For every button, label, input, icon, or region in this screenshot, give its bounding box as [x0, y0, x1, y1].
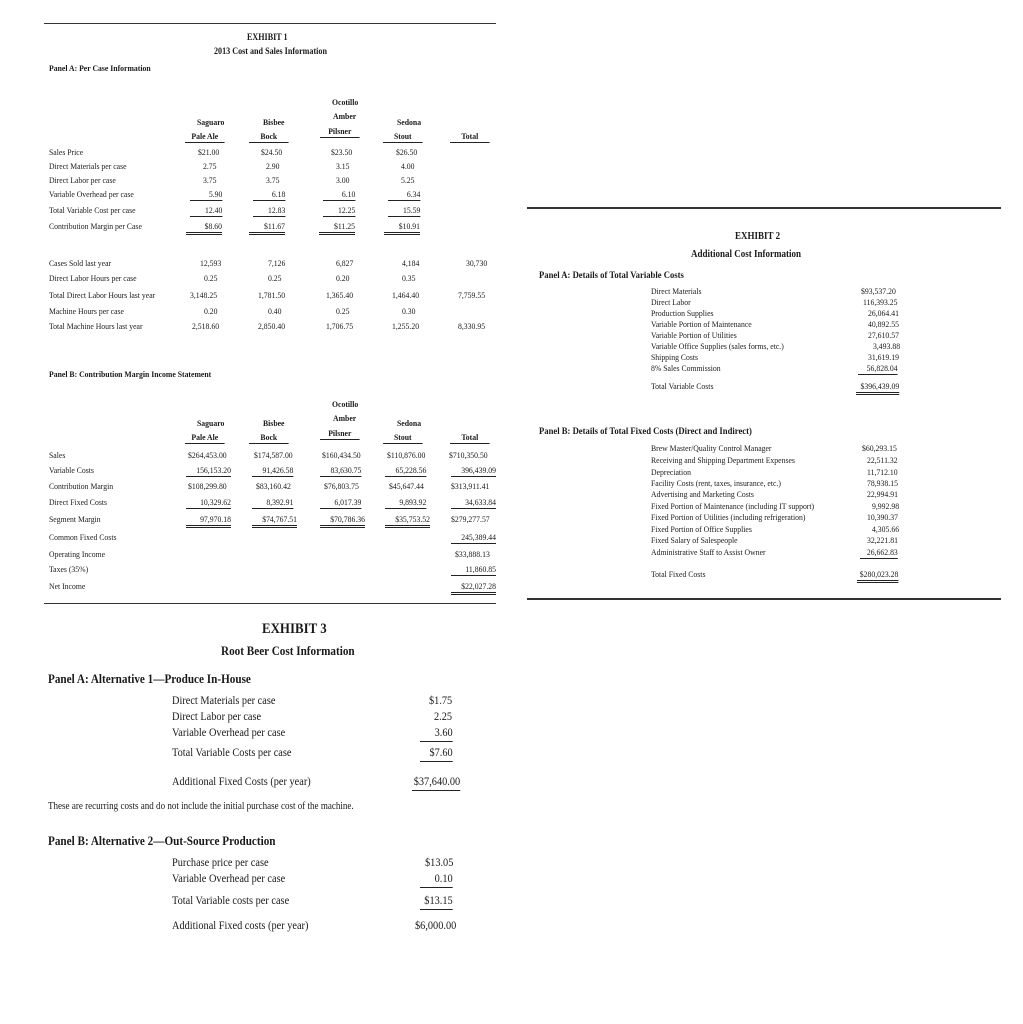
- cell: 3.75: [266, 175, 280, 185]
- row-label: Cases Sold last year: [49, 258, 112, 268]
- col-header-bock: Bock: [249, 432, 289, 444]
- list-item-label: Direct Labor per case: [172, 709, 262, 723]
- cell: 30,730: [466, 258, 488, 268]
- row-label: Total Variable Cost per case: [49, 205, 136, 215]
- cell: $45,647.44: [389, 481, 424, 491]
- row-label: Direct Labor per case: [49, 175, 116, 185]
- row-label: Direct Labor Hours per case: [49, 273, 137, 283]
- col-header-sedona: Sedona: [397, 418, 422, 428]
- cell: 0.20: [336, 273, 350, 283]
- cell: 2,518.60: [192, 321, 220, 331]
- row-label: Direct Materials per case: [49, 161, 127, 171]
- cell: 12.83: [253, 205, 285, 217]
- row-label: Sales Price: [49, 147, 84, 157]
- total-value: $13.15: [420, 893, 453, 910]
- total-value: $396,439.09: [856, 381, 899, 395]
- col-header-stout: Stout: [383, 432, 423, 444]
- cell: 97,970.18: [186, 514, 231, 528]
- col-header-sedona: Sedona: [397, 117, 422, 127]
- exhibit2-panelB-title: Panel B: Details of Total Fixed Costs (Direct and Indirect): [539, 426, 752, 437]
- col-header-bisbee: Bisbee: [263, 418, 285, 428]
- list-item-value: $60,293.15: [862, 443, 897, 453]
- fixed-label: Additional Fixed Costs (per year): [172, 774, 311, 788]
- list-item-label: Depreciation: [651, 467, 691, 477]
- list-item-label: Variable Overhead per case: [172, 871, 286, 885]
- cell: $710,350.50: [449, 450, 488, 460]
- exhibit1-panelA-title: Panel A: Per Case Information: [49, 63, 151, 73]
- cell: 6,017.39: [320, 497, 361, 509]
- row-label: Common Fixed Costs: [49, 532, 117, 542]
- cell: 8,392.91: [252, 497, 293, 509]
- exhibit2-top-rule: [527, 207, 1001, 209]
- list-item-value: 116,393.25: [863, 297, 898, 307]
- col-header-pilsner: Pilsner: [320, 126, 360, 138]
- cell: $313,911.41: [451, 481, 490, 491]
- cell: 1,255.20: [392, 321, 420, 331]
- cell: 0.25: [268, 273, 282, 283]
- cell: 6,827: [336, 258, 354, 268]
- cell: 12,593: [200, 258, 222, 268]
- cell: 15.59: [388, 205, 420, 217]
- list-item-value: 26,064.41: [868, 308, 899, 318]
- col-header-amber: Amber: [333, 111, 357, 121]
- row-label: Variable Overhead per case: [49, 189, 134, 199]
- exhibit3-title: EXHIBIT 3: [262, 621, 327, 637]
- list-item-value: 3.60: [420, 725, 453, 742]
- cell: $264,453.00: [188, 450, 227, 460]
- cell: 0.30: [402, 306, 416, 316]
- list-item-label: Production Supplies: [651, 308, 714, 318]
- row-label: Taxes (35%): [49, 564, 89, 574]
- list-item-value: 78,938.15: [867, 478, 898, 488]
- list-item-value: $93,537.20: [861, 286, 896, 296]
- exhibit1-top-rule: [44, 23, 496, 24]
- row-label: Variable Costs: [49, 465, 94, 475]
- total-value: $7.60: [420, 745, 453, 762]
- list-item-label: Fixed Salary of Salespeople: [651, 535, 738, 545]
- list-item-label: Administrative Staff to Assist Owner: [651, 547, 766, 557]
- col-header-amber: Amber: [333, 413, 357, 423]
- cell: $26.50: [396, 147, 418, 157]
- row-label: Direct Fixed Costs: [49, 497, 108, 507]
- exhibit3-panelA-title: Panel A: Alternative 1—Produce In-House: [48, 671, 251, 686]
- cell: 3.75: [203, 175, 217, 185]
- fixed-label: Additional Fixed costs (per year): [172, 918, 309, 932]
- list-item-label: Fixed Portion of Office Supplies: [651, 524, 752, 534]
- list-item-value: 27,610.57: [868, 330, 899, 340]
- cell: 245,389.44: [451, 532, 496, 544]
- cell: 9,893.92: [385, 497, 426, 509]
- row-label: Segment Margin: [49, 514, 101, 524]
- cell: 5.90: [190, 189, 222, 201]
- cell: 7,759.55: [458, 290, 486, 300]
- list-item-value: 11,712.10: [867, 467, 898, 477]
- list-item-value: 26,662.83: [860, 547, 898, 559]
- cell: 3.15: [336, 161, 350, 171]
- list-item-label: Variable Overhead per case: [172, 725, 286, 739]
- exhibit3-subtitle: Root Beer Cost Information: [221, 643, 355, 658]
- cell: $10.91: [384, 221, 420, 235]
- cell: 0.20: [204, 306, 218, 316]
- list-item-value: 22,994.91: [867, 489, 898, 499]
- total-value: $280,023.28: [857, 569, 898, 583]
- cell: $35,753.52: [385, 514, 430, 528]
- cell: $22,027.28: [451, 581, 496, 595]
- col-header-total: Total: [450, 432, 490, 444]
- cell: $11.25: [319, 221, 355, 235]
- cell: $160,434.50: [322, 450, 361, 460]
- list-item-value: 10,390.37: [867, 512, 898, 522]
- col-header-pilsner: Pilsner: [320, 428, 360, 440]
- list-item-value: $13.05: [425, 855, 454, 869]
- exhibit3-note: These are recurring costs and do not include the initial purchase cost of the machine.: [48, 801, 354, 812]
- row-label: Total Machine Hours last year: [49, 321, 143, 331]
- list-item-label: 8% Sales Commission: [651, 363, 721, 373]
- list-item-label: Direct Materials: [651, 286, 702, 296]
- exhibit1-panelB-title: Panel B: Contribution Margin Income Statement: [49, 369, 212, 379]
- list-item-label: Variable Portion of Maintenance: [651, 319, 752, 329]
- exhibit1-bottom-rule: [44, 603, 496, 604]
- cell: $23.50: [331, 147, 353, 157]
- exhibit2-bottom-rule: [527, 598, 1001, 600]
- total-label: Total Variable costs per case: [172, 893, 290, 907]
- cell: 7,126: [268, 258, 286, 268]
- cell: 3,148.25: [190, 290, 218, 300]
- cell: 1,464.40: [392, 290, 420, 300]
- list-item-value: 22,511.32: [867, 455, 898, 465]
- cell: 3.00: [336, 175, 350, 185]
- cell: 396,439.09: [451, 465, 496, 477]
- list-item-label: Receiving and Shipping Department Expenses: [651, 455, 795, 465]
- cell: 4,184: [402, 258, 420, 268]
- cell: $24.50: [261, 147, 283, 157]
- cell: $33,888.13: [455, 549, 490, 559]
- cell: 1,706.75: [326, 321, 354, 331]
- list-item-label: Fixed Portion of Utilities (including refrigeration): [651, 512, 806, 522]
- col-header-pale-ale: Pale Ale: [185, 131, 225, 143]
- col-header-bock: Bock: [249, 131, 289, 143]
- exhibit2-title: EXHIBIT 2: [735, 231, 781, 242]
- cell: 1,365.40: [326, 290, 354, 300]
- row-label: Machine Hours per case: [49, 306, 124, 316]
- exhibit2-subtitle: Additional Cost Information: [691, 249, 802, 260]
- cell: 12.25: [323, 205, 355, 217]
- col-header-pale-ale: Pale Ale: [185, 432, 225, 444]
- exhibit1-subtitle: 2013 Cost and Sales Information: [214, 46, 327, 56]
- list-item-label: Variable Portion of Utilities: [651, 330, 737, 340]
- list-item-value: 40,892.55: [868, 319, 899, 329]
- cell: 83,630.75: [320, 465, 361, 477]
- cell: 0.25: [204, 273, 218, 283]
- cell: $74,767.51: [252, 514, 297, 528]
- cell: 12.40: [190, 205, 222, 217]
- list-item-label: Purchase price per case: [172, 855, 269, 869]
- cell: $174,587.00: [254, 450, 293, 460]
- col-header-bisbee: Bisbee: [263, 117, 285, 127]
- cell: 2,850.40: [258, 321, 286, 331]
- cell: $21.00: [198, 147, 220, 157]
- total-label: Total Fixed Costs: [651, 569, 706, 579]
- cell: $110,876.00: [387, 450, 426, 460]
- row-label: Operating Income: [49, 549, 106, 559]
- list-item-value: 2.25: [434, 709, 453, 723]
- col-header-total: Total: [450, 131, 490, 143]
- list-item-label: Advertising and Marketing Costs: [651, 489, 754, 499]
- col-header-stout: Stout: [383, 131, 423, 143]
- cell: $83,160.42: [256, 481, 291, 491]
- cell: 2.90: [266, 161, 280, 171]
- cell: $108,299.80: [188, 481, 227, 491]
- list-item-label: Variable Office Supplies (sales forms, etc.): [651, 341, 784, 351]
- list-item-value: $1.75: [429, 693, 453, 707]
- exhibit1-title: EXHIBIT 1: [247, 32, 288, 42]
- cell: $11.67: [249, 221, 285, 235]
- list-item-label: Shipping Costs: [651, 352, 699, 362]
- cell: 0.40: [268, 306, 282, 316]
- cell: 34,633.84: [451, 497, 496, 509]
- exhibit3-panelB-title: Panel B: Alternative 2—Out-Source Production: [48, 833, 276, 848]
- cell: 1,781.50: [258, 290, 286, 300]
- list-item-label: Direct Labor: [651, 297, 691, 307]
- col-header-ocotillo: Ocotillo: [332, 97, 359, 107]
- cell: 4.00: [401, 161, 415, 171]
- row-label: Net Income: [49, 581, 86, 591]
- list-item-value: 3,493.88: [873, 341, 901, 351]
- list-item-value: 31,619.19: [868, 352, 899, 362]
- cell: $8.60: [186, 221, 222, 235]
- col-header-saguaro: Saguaro: [197, 117, 225, 127]
- exhibit2-panelA-title: Panel A: Details of Total Variable Costs: [539, 270, 684, 281]
- list-item-label: Brew Master/Quality Control Manager: [651, 443, 772, 453]
- col-header-saguaro: Saguaro: [197, 418, 225, 428]
- cell: 11,860.85: [451, 564, 496, 576]
- cell: 6.34: [388, 189, 420, 201]
- list-item-value: 0.10: [420, 871, 453, 888]
- list-item-label: Direct Materials per case: [172, 693, 276, 707]
- cell: $70,786.36: [320, 514, 365, 528]
- cell: 0.35: [402, 273, 416, 283]
- row-label: Contribution Margin per Case: [49, 221, 142, 231]
- total-label: Total Variable Costs per case: [172, 745, 292, 759]
- list-item-value: 32,221.81: [867, 535, 898, 545]
- row-label: Contribution Margin: [49, 481, 114, 491]
- cell: $279,277.57: [451, 514, 490, 524]
- list-item-label: Facility Costs (rent, taxes, insurance, etc.): [651, 478, 781, 488]
- list-item-label: Fixed Portion of Maintenance (including IT support): [651, 501, 815, 511]
- cell: 8,330.95: [458, 321, 486, 331]
- list-item-value: 56,828.04: [858, 363, 898, 375]
- fixed-value: $37,640.00: [412, 774, 460, 791]
- cell: 0.25: [336, 306, 350, 316]
- cell: 156,153.20: [186, 465, 231, 477]
- col-header-ocotillo: Ocotillo: [332, 399, 359, 409]
- row-label: Total Direct Labor Hours last year: [49, 290, 156, 300]
- list-item-value: 9,992.98: [872, 501, 900, 511]
- list-item-value: 4,305.66: [872, 524, 900, 534]
- cell: 6.10: [323, 189, 355, 201]
- cell: $76,803.75: [324, 481, 359, 491]
- total-label: Total Variable Costs: [651, 381, 714, 391]
- cell: 10,329.62: [186, 497, 231, 509]
- cell: 65,228.56: [385, 465, 426, 477]
- row-label: Sales: [49, 450, 66, 460]
- cell: 91,426.58: [252, 465, 293, 477]
- fixed-value: $6,000.00: [415, 918, 457, 932]
- cell: 5.25: [401, 175, 415, 185]
- cell: 2.75: [203, 161, 217, 171]
- cell: 6.18: [253, 189, 285, 201]
